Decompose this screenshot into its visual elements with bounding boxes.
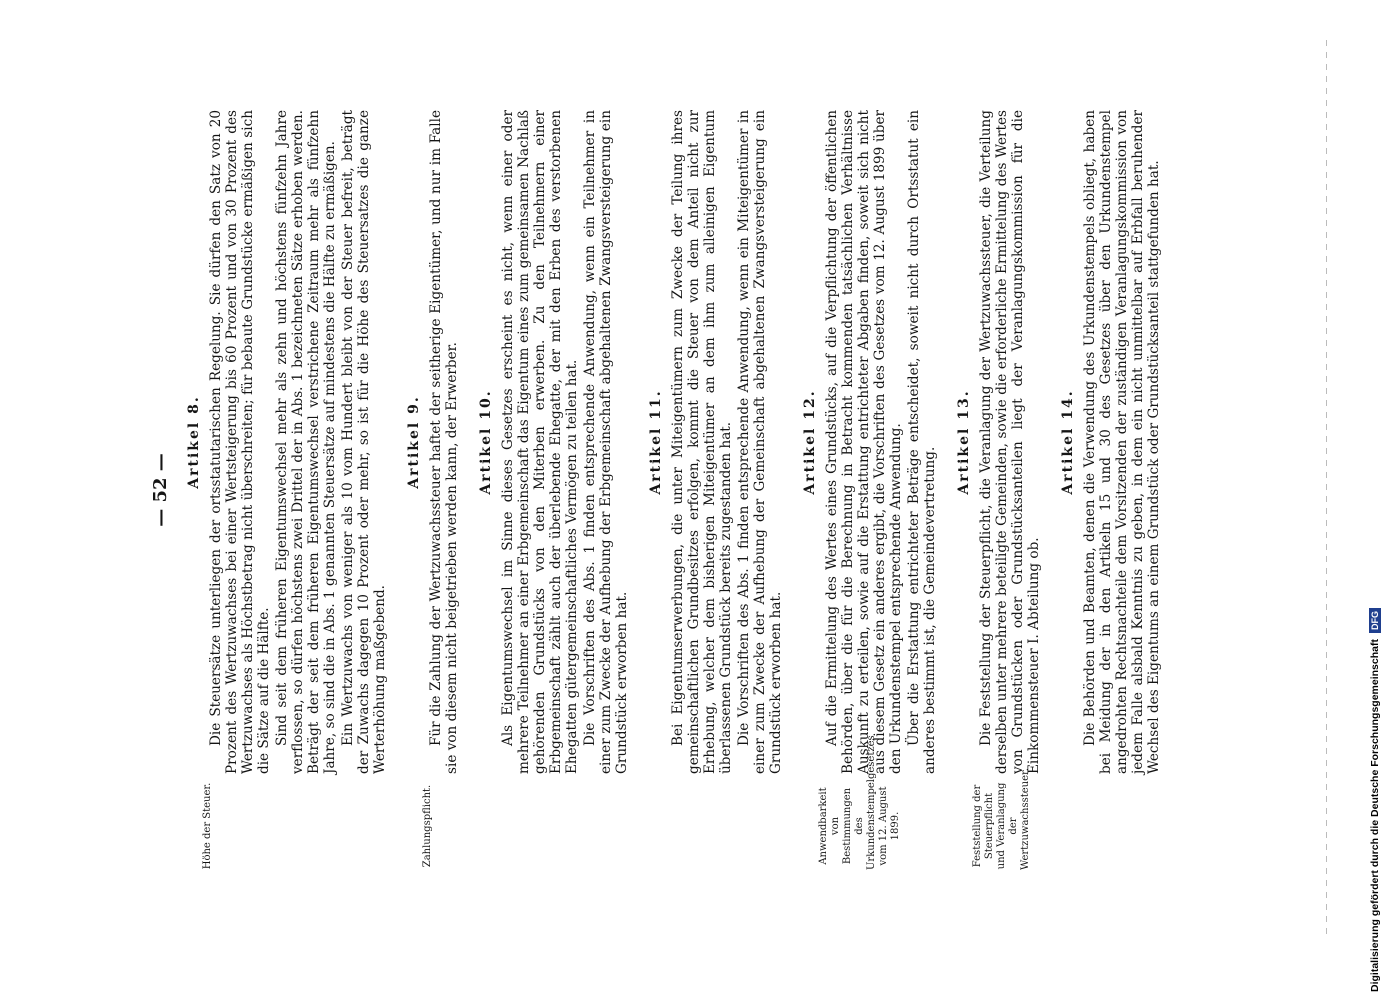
article-title: Artikel 9.: [406, 395, 422, 489]
article-13: [956, 110, 1044, 870]
article-title: Artikel 12.: [802, 389, 818, 495]
margin-note: Höhe der Steuer.: [202, 782, 213, 870]
paragraph: Ein Wertzuwachs von weniger als 10 vom Hundert bleibt von der Steuer befreit, beträgt der Zuwachs dagegen 10 Prozent oder mehr, so ist für die Höhe des Steuersatzes die ganze Werterhöhung maßgebend.: [340, 110, 388, 774]
article-body: [1060, 110, 1164, 774]
paragraph: Die Behörden und Beamten, denen die Verwendung des Urkundenstempels obliegt, haben bei Meidung der in den Artikeln 15 und 30 des Gesetzes über den Urkundenstempel angedrohten Rechtsnachteile dem Vorsitzenden der zuständigen Veranlagungskommission von jedem Falle alsbald Kenntnis zu geben, in dem ein nicht unmittelbar auf Erbfall beruhender Wechsel des Eigentums an einem Grundstück oder Grundstücksanteil stattgefunden hat.: [1082, 110, 1162, 774]
article-body: [648, 110, 786, 774]
paragraph: Die Feststellung der Steuerpflicht, die Veranlagung der Wertzuwachssteuer, die Verteilung derselben unter mehrere beteiligte Gemeinden, sowie die erforderliche Ermittelung des Wertes von Grundstücken oder Grundstücksanteilen liegt der Veranlagungskommission für die Einkommensteuer I. Abteilung ob.: [978, 110, 1042, 774]
paragraph: Die Vorschriften des Abs. 1 finden entsprechende Anwendung, wenn ein Miteigentümer in einer zum Zwecke der Aufhebung der Gemeinschaft abgehaltenen Zwangsversteigerung ein Grundstück erworben hat.: [736, 110, 784, 774]
article-9: [406, 110, 462, 870]
article-body: [802, 110, 940, 774]
article-body: [478, 110, 632, 774]
article-14: [1060, 110, 1164, 870]
article-title: Artikel 8.: [186, 395, 202, 489]
margin-note: [478, 774, 632, 870]
paragraph: Auf die Ermittelung des Wertes eines Grundstücks, auf die Verpflichtung der öffentlichen Behörden, über die für die Berechnung in Betracht kommenden tatsächlichen Verhältnisse Auskunft zu erteilen, sowie auf die Erstattung entrichteter Abgaben finden, soweit sich nicht aus diesem Gesetz ein anderes ergibt, die Vorschriften des Gesetzes vom 12. August 1899 über den Urkundenstempel entsprechende Anwendung.: [824, 110, 904, 774]
paragraph: Die Steuersätze unterliegen der ortsstatutarischen Regelung. Sie dürfen den Satz von 20 Prozent des Wertzuwachses bei einer Wertsteigerung bis 60 Prozent und von 30 Prozent des Wertzuwachses als Höchstbetrag nicht überschreiten; für bebaute Grundstücke ermäßigen sich die Sätze auf die Hälfte.: [208, 110, 272, 774]
article-title: Artikel 14.: [1060, 389, 1076, 495]
article-body: [186, 110, 390, 774]
page-number: — 52 —: [150, 453, 171, 527]
paragraph: Für die Zahlung der Wertzuwachssteuer haftet der seitherige Eigentümer, und nur im Falle sie von diesem nicht beigetrieben werden kann, der Erwerber.: [428, 110, 460, 774]
article-title: Artikel 11.: [648, 389, 664, 495]
rotated-page: [150, 110, 1230, 870]
credit-text: Digitalisierung gefördert durch die Deutsche Forschungsgemeinschaft: [1369, 639, 1381, 992]
article-12: [802, 110, 940, 870]
margin-note: [648, 774, 786, 870]
article-body: [406, 110, 462, 774]
paragraph: Als Eigentumswechsel im Sinne dieses Gesetzes erscheint es nicht, wenn einer oder mehrere Teilnehmer an einer Erbgemeinschaft das Eigentum eines zum gemeinsamen Nachlaß gehörenden Grundstücks von den Miterben erwerben. Zu den Teilnehmern einer Erbgemeinschaft zählt auch der überlebende Ehegatte, der mit den Erben des verstorbenen Ehegatten gütergemeinschaftliches Vermögen zu teilen hat.: [500, 110, 580, 774]
paragraph: Bei Eigentumserwerbungen, die unter Miteigentümern zum Zwecke der Teilung ihres gemeinschaftlichen Grundbesitzes erfolgen, kommt die Steuer von dem Anteil nicht zur Erhebung, welcher dem bisherigen Miteigentümer an dem ihm zum alleinigen Eigentum überlassenen Grundstück bereits zugestanden hat.: [670, 110, 734, 774]
articles-container: [186, 110, 1180, 870]
margin-note: Anwendbarkeit von Bestimmungen des Urkundenstempelgesetzes vom 12. August 1899.: [818, 735, 901, 870]
paragraph: Die Vorschriften des Abs. 1 finden entsprechende Anwendung, wenn ein Teilnehmer in einer zum Zwecke der Aufhebung der Erbgemeinschaft abgehaltenen Zwangsversteigerung ein Grundstück erworben hat.: [582, 110, 630, 774]
digitization-credit: [1363, 8, 1383, 992]
margin-note: Zahlungspflicht.: [422, 784, 433, 868]
article-title: Artikel 13.: [956, 389, 972, 495]
dfg-logo-icon: DFG: [1369, 608, 1381, 633]
article-10: [478, 110, 632, 870]
article-title: Artikel 10.: [478, 389, 494, 495]
margin-note: [1060, 774, 1164, 870]
article-8: [186, 110, 390, 870]
paragraph: Sind seit dem früheren Eigentumswechsel mehr als zehn und höchstens fünfzehn Jahre verflossen, so dürfen höchstens zwei Drittel der in Abs. 1 bezeichneten Sätze erhoben werden. Beträgt der seit dem früheren Eigentumswechsel verstrichene Zeitraum mehr als fünfzehn Jahre, so sind die in Abs. 1 genannten Steuersätze auf mindestens die Hälfte zu ermäßigen.: [274, 110, 338, 774]
article-11: [648, 110, 786, 870]
margin-note: Feststellung der Steuerpflicht und Veranlagung der Wertzuwachssteuer.: [972, 768, 1031, 870]
paragraph: Über die Erstattung entrichteter Beträge entscheidet, soweit nicht durch Ortsstatut ein anderes bestimmt ist, die Gemeindevertretung.: [906, 110, 938, 774]
article-body: [956, 110, 1044, 774]
fold-line: [1326, 40, 1327, 940]
